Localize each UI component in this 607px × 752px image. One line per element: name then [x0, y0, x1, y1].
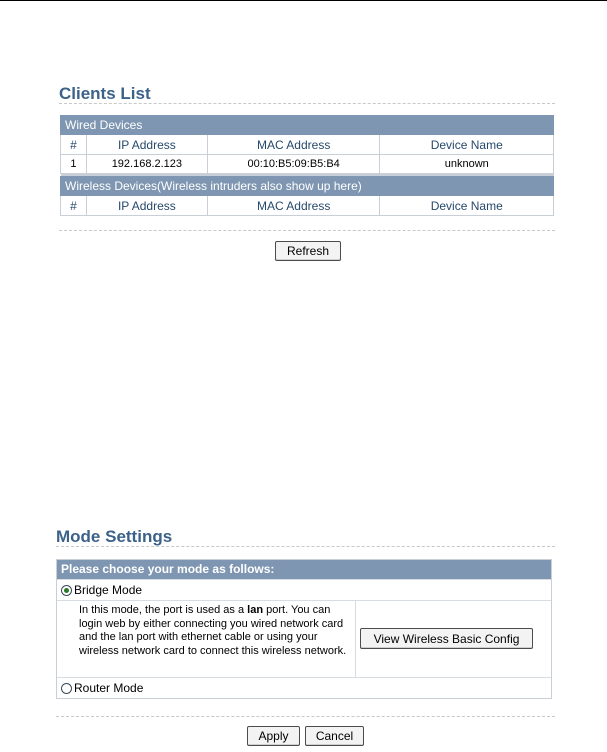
- row-mac: 00:10:B5:09:B5:B4: [207, 155, 380, 174]
- bridge-mode-row[interactable]: [57, 579, 551, 600]
- clients-table: [60, 115, 554, 216]
- view-config-cell: [356, 601, 551, 677]
- bridge-mode-description: [57, 600, 551, 677]
- mode-prompt-header: Please choose your mode as follows:: [57, 560, 551, 579]
- table-row: [61, 155, 554, 174]
- view-wireless-basic-config-button[interactable]: View Wireless Basic Config: [360, 628, 533, 649]
- col-ip: IP Address: [86, 135, 207, 155]
- wired-devices-header: Wired Devices: [61, 116, 554, 135]
- bridge-mode-label: Bridge Mode: [74, 583, 143, 597]
- desc-part: port. You can login web by either connecting you wired network card and the lan port with ethernet cable or using your wireless network card to connect this wireless network.: [79, 604, 347, 657]
- clients-title-divider: [59, 103, 555, 104]
- mode-title-divider: [56, 546, 555, 547]
- refresh-button[interactable]: Refresh: [275, 241, 341, 261]
- mode-bottom-divider: [56, 716, 555, 717]
- router-mode-label: Router Mode: [74, 681, 144, 695]
- router-mode-row[interactable]: [57, 677, 551, 698]
- clients-list-title: Clients List: [59, 84, 151, 103]
- desc-bold-lan: lan: [247, 604, 264, 616]
- mode-settings-panel: [56, 559, 552, 699]
- bridge-mode-radio[interactable]: [61, 585, 72, 596]
- bridge-description-text: [57, 601, 356, 677]
- row-device-name: unknown: [380, 155, 554, 174]
- row-ip: 192.168.2.123: [86, 155, 207, 174]
- col-mac: MAC Address: [207, 196, 380, 216]
- col-device-name: Device Name: [380, 135, 554, 155]
- router-mode-radio[interactable]: [61, 683, 72, 694]
- mode-settings-title: Mode Settings: [56, 527, 173, 546]
- col-ip: IP Address: [86, 196, 207, 216]
- col-number: #: [61, 196, 87, 216]
- wireless-devices-header: Wireless Devices(Wireless intruders also show up here): [61, 177, 554, 196]
- clients-bottom-divider: [59, 230, 555, 231]
- cancel-button[interactable]: Cancel: [305, 726, 364, 746]
- col-number: #: [61, 135, 87, 155]
- row-number: 1: [61, 155, 87, 174]
- top-border: [0, 0, 607, 1]
- apply-button[interactable]: Apply: [247, 726, 300, 746]
- wireless-columns-row: [61, 196, 554, 216]
- wired-columns-row: [61, 135, 554, 155]
- desc-part: In this mode, the port is used as a: [79, 604, 248, 616]
- col-device-name: Device Name: [380, 196, 554, 216]
- col-mac: MAC Address: [207, 135, 380, 155]
